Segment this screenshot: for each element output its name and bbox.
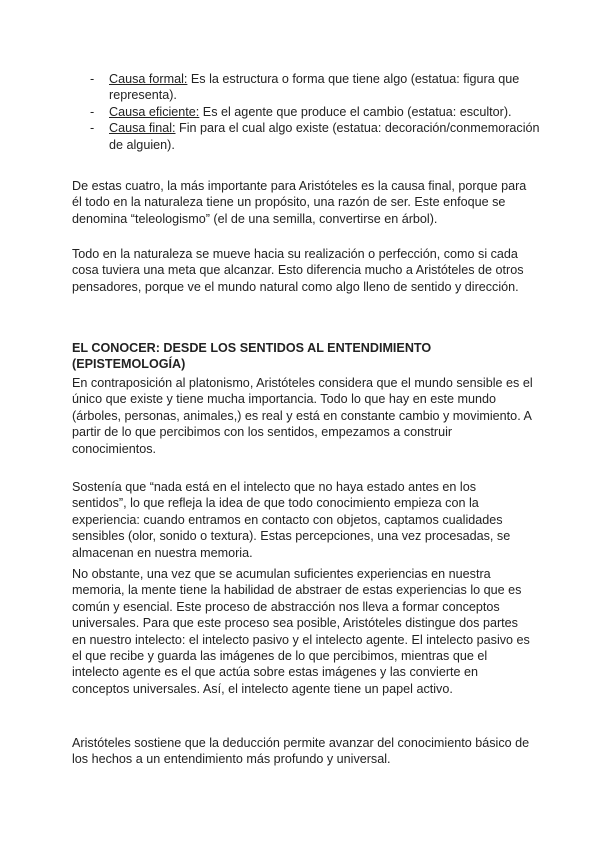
term-causa-eficiente: Causa eficiente: xyxy=(109,104,200,119)
term-causa-final: Causa final: xyxy=(109,121,176,136)
term-causa-formal: Causa formal: xyxy=(109,72,188,86)
causes-list xyxy=(72,71,542,153)
definition-text: Fin para el cual algo existe (estatua: decoración/conmemoración de alguien). xyxy=(109,121,540,152)
definition-text: Es el agente que produce el cambio (estatua: escultor). xyxy=(199,104,512,119)
paragraph-abstraction: No obstante, una vez que se acumulan suficientes experiencias en nuestra memoria, la mente tiene la habilidad de abstraer de estas experiencias lo que es común y esencial. Este proceso de abstracción nos lleva a formar conceptos universales. Para que este proceso sea posible, Aristóteles distingue dos partes en nuestro intelecto: el intelecto pasivo y el intelecto agente. El intelecto pasivo es el que recibe y guarda las imágenes de lo que percibimos, mientras que el intelecto agente es el que actúa sobre estas imágenes y las convierte en conceptos universales. Así, el intelecto agente tiene un papel activo. xyxy=(72,567,530,696)
paragraph-nature-purpose: Todo en la naturaleza se mueve hacia su realización o perfección, como si cada cosa tuviera una meta que alcanzar. Esto diferencia mucho a Aristóteles de otros pensadores, porque ve el mundo natural como algo lleno de sentido y dirección. xyxy=(72,247,524,294)
paragraph-deduction: Aristóteles sostiene que la deducción permite avanzar del conocimiento básico de los hechos a un entendimiento más profundo y universal. xyxy=(72,736,530,767)
section-heading: EL CONOCER: DESDE LOS SENTIDOS AL ENTENDIMIENTO (EPISTEMOLOGÍA) xyxy=(72,341,432,372)
paragraph-senses: Sostenía que “nada está en el intelecto que no haya estado antes en los sentidos”, lo que refleja la idea de que todo conocimiento empieza con la experiencia: cuando entramos en contacto con objetos, captamos cualidades sensibles (olor, sonido o textura). Estas percepciones, una vez procesadas, se almacenan en nuestra memoria. xyxy=(72,480,511,560)
definition-text: Es la estructura o forma que tiene algo (estatua: figura que representa). xyxy=(109,72,520,103)
paragraph-sensible-world: En contraposición al platonismo, Aristóteles considera que el mundo sensible es el único que existe y tiene mucha importancia. Todo lo que hay en este mundo (árboles, personas, animales,) es real y está en constante cambio y movimiento. A partir de lo que percibimos con los sentidos, empezamos a construir conocimientos. xyxy=(72,376,533,456)
bullet-dash: - xyxy=(90,104,95,119)
list-item xyxy=(72,104,542,120)
list-item xyxy=(72,120,542,153)
paragraph-final-cause: De estas cuatro, la más importante para Aristóteles es la causa final, porque para él todo en la naturaleza tiene un propósito, una razón de ser. Este enfoque se denomina “teleologismo” (el de una semilla, convertirse en árbol). xyxy=(72,179,527,226)
bullet-dash: - xyxy=(90,72,95,86)
bullet-dash: - xyxy=(90,121,95,136)
list-item xyxy=(72,71,542,104)
